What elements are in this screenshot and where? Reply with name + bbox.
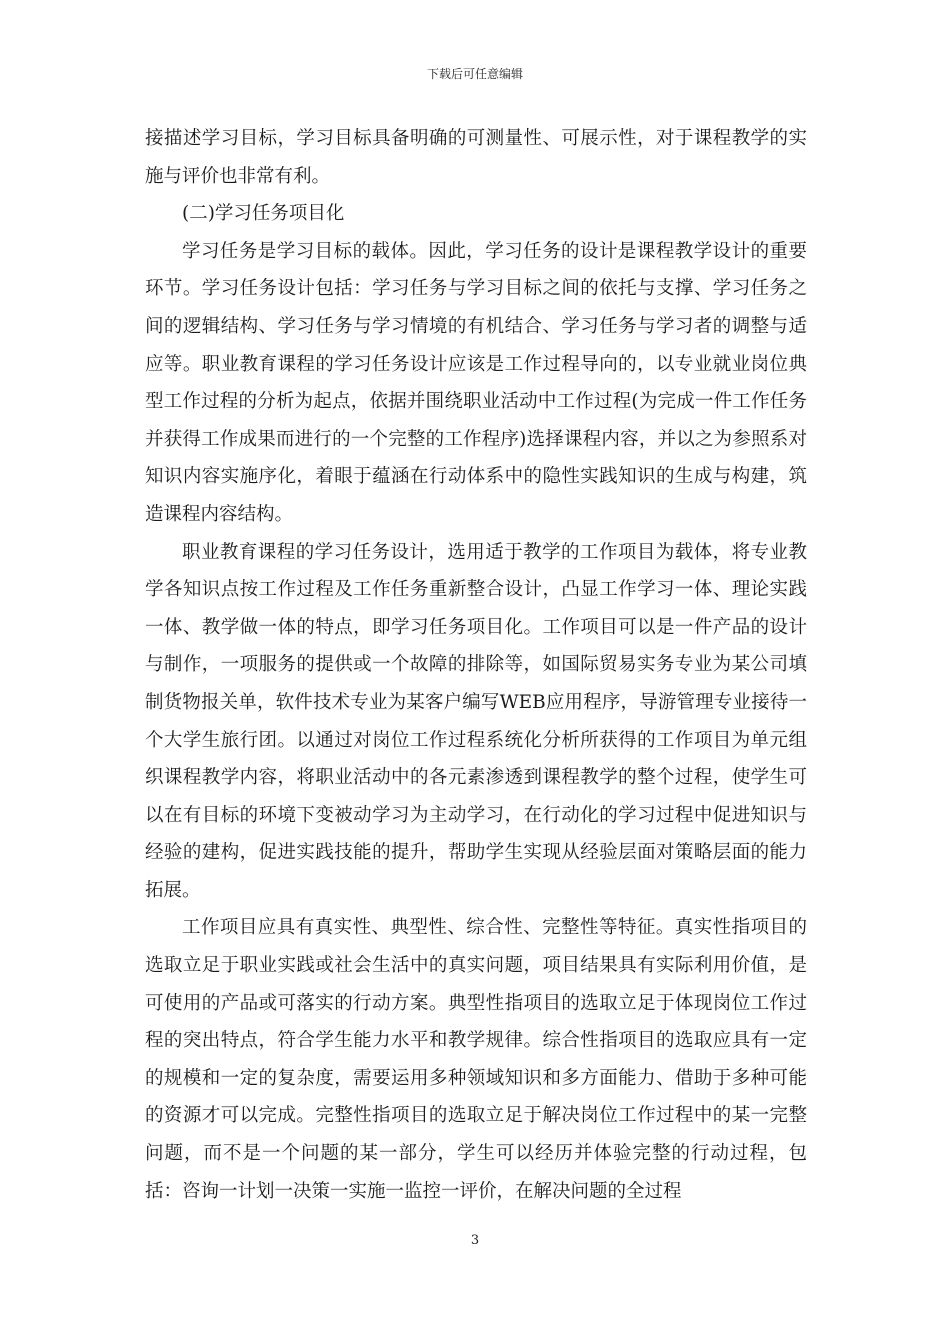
paragraph: 工作项目应具有真实性、典型性、综合性、完整性等特征。真实性指项目的选取立足于职业实践或社会生活中的真实问题，项目结果具有实际利用价值，是可使用的产品或可落实的行动方案。典型性指项目的选取立足于体现岗位工作过程的突出特点，符合学生能力水平和教学规律。综合性指项目的选取应具有一定的规模和一定的复杂度，需要运用多种领域知识和多方面能力、借助于多种可能的资源才可以完成。完整性指项目的选取立足于解决岗位工作过程中的某一完整问题，而不是一个问题的某一部分，学生可以经历并体验完整的行动过程，包括：咨询一计划一决策一实施一监控一评价，在解决问题的全过程 — [145, 917, 807, 1202]
page-header: 下载后可任意编辑 — [426, 67, 523, 81]
paragraph-continuation: 接描述学习目标，学习目标具备明确的可测量性、可展示性，对于课程教学的实施与评价也非常有利。 — [145, 128, 807, 187]
paragraph: 学习任务是学习目标的载体。因此，学习任务的设计是课程教学设计的重要环节。学习任务设计包括：学习任务与学习目标之间的依托与支撑、学习任务之间的逻辑结构、学习任务与学习情境的有机结合、学习任务与学习者的调整与适应等。职业教育课程的学习任务设计应该是工作过程导向的，以专业就业岗位典型工作过程的分析为起点，依据并围绕职业活动中工作过程(为完成一件工作任务并获得工作成果而进行的一个完整的工作程序)选择课程内容，并以之为参照系对知识内容实施序化，着眼于蕴涵在行动体系中的隐性实践知识的生成与构建，筑造课程内容结构。 — [145, 240, 807, 525]
document-body — [145, 120, 807, 1210]
page-number: 3 — [470, 1233, 480, 1248]
paragraph: 职业教育课程的学习任务设计，选用适于教学的工作项目为载体，将专业教学各知识点按工作过程及工作任务重新整合设计，凸显工作学习一体、理论实践一体、教学做一体的特点，即学习任务项目化。工作项目可以是一件产品的设计与制作，一项服务的提供或一个故障的排除等，如国际贸易实务专业为某公司填制货物报关单，软件技术专业为某客户编写WEB应用程序，导游管理专业接待一个大学生旅行团。以通过对岗位工作过程系统化分析所获得的工作项目为单元组织课程教学内容，将职业活动中的各元素渗透到课程教学的整个过程，使学生可以在有目标的环境下变被动学习为主动学习，在行动化的学习过程中促进知识与经验的建构，促进实践技能的提升，帮助学生实现从经验层面对策略层面的能力拓展。 — [145, 541, 807, 901]
section-heading: (二)学习任务项目化 — [182, 203, 345, 225]
